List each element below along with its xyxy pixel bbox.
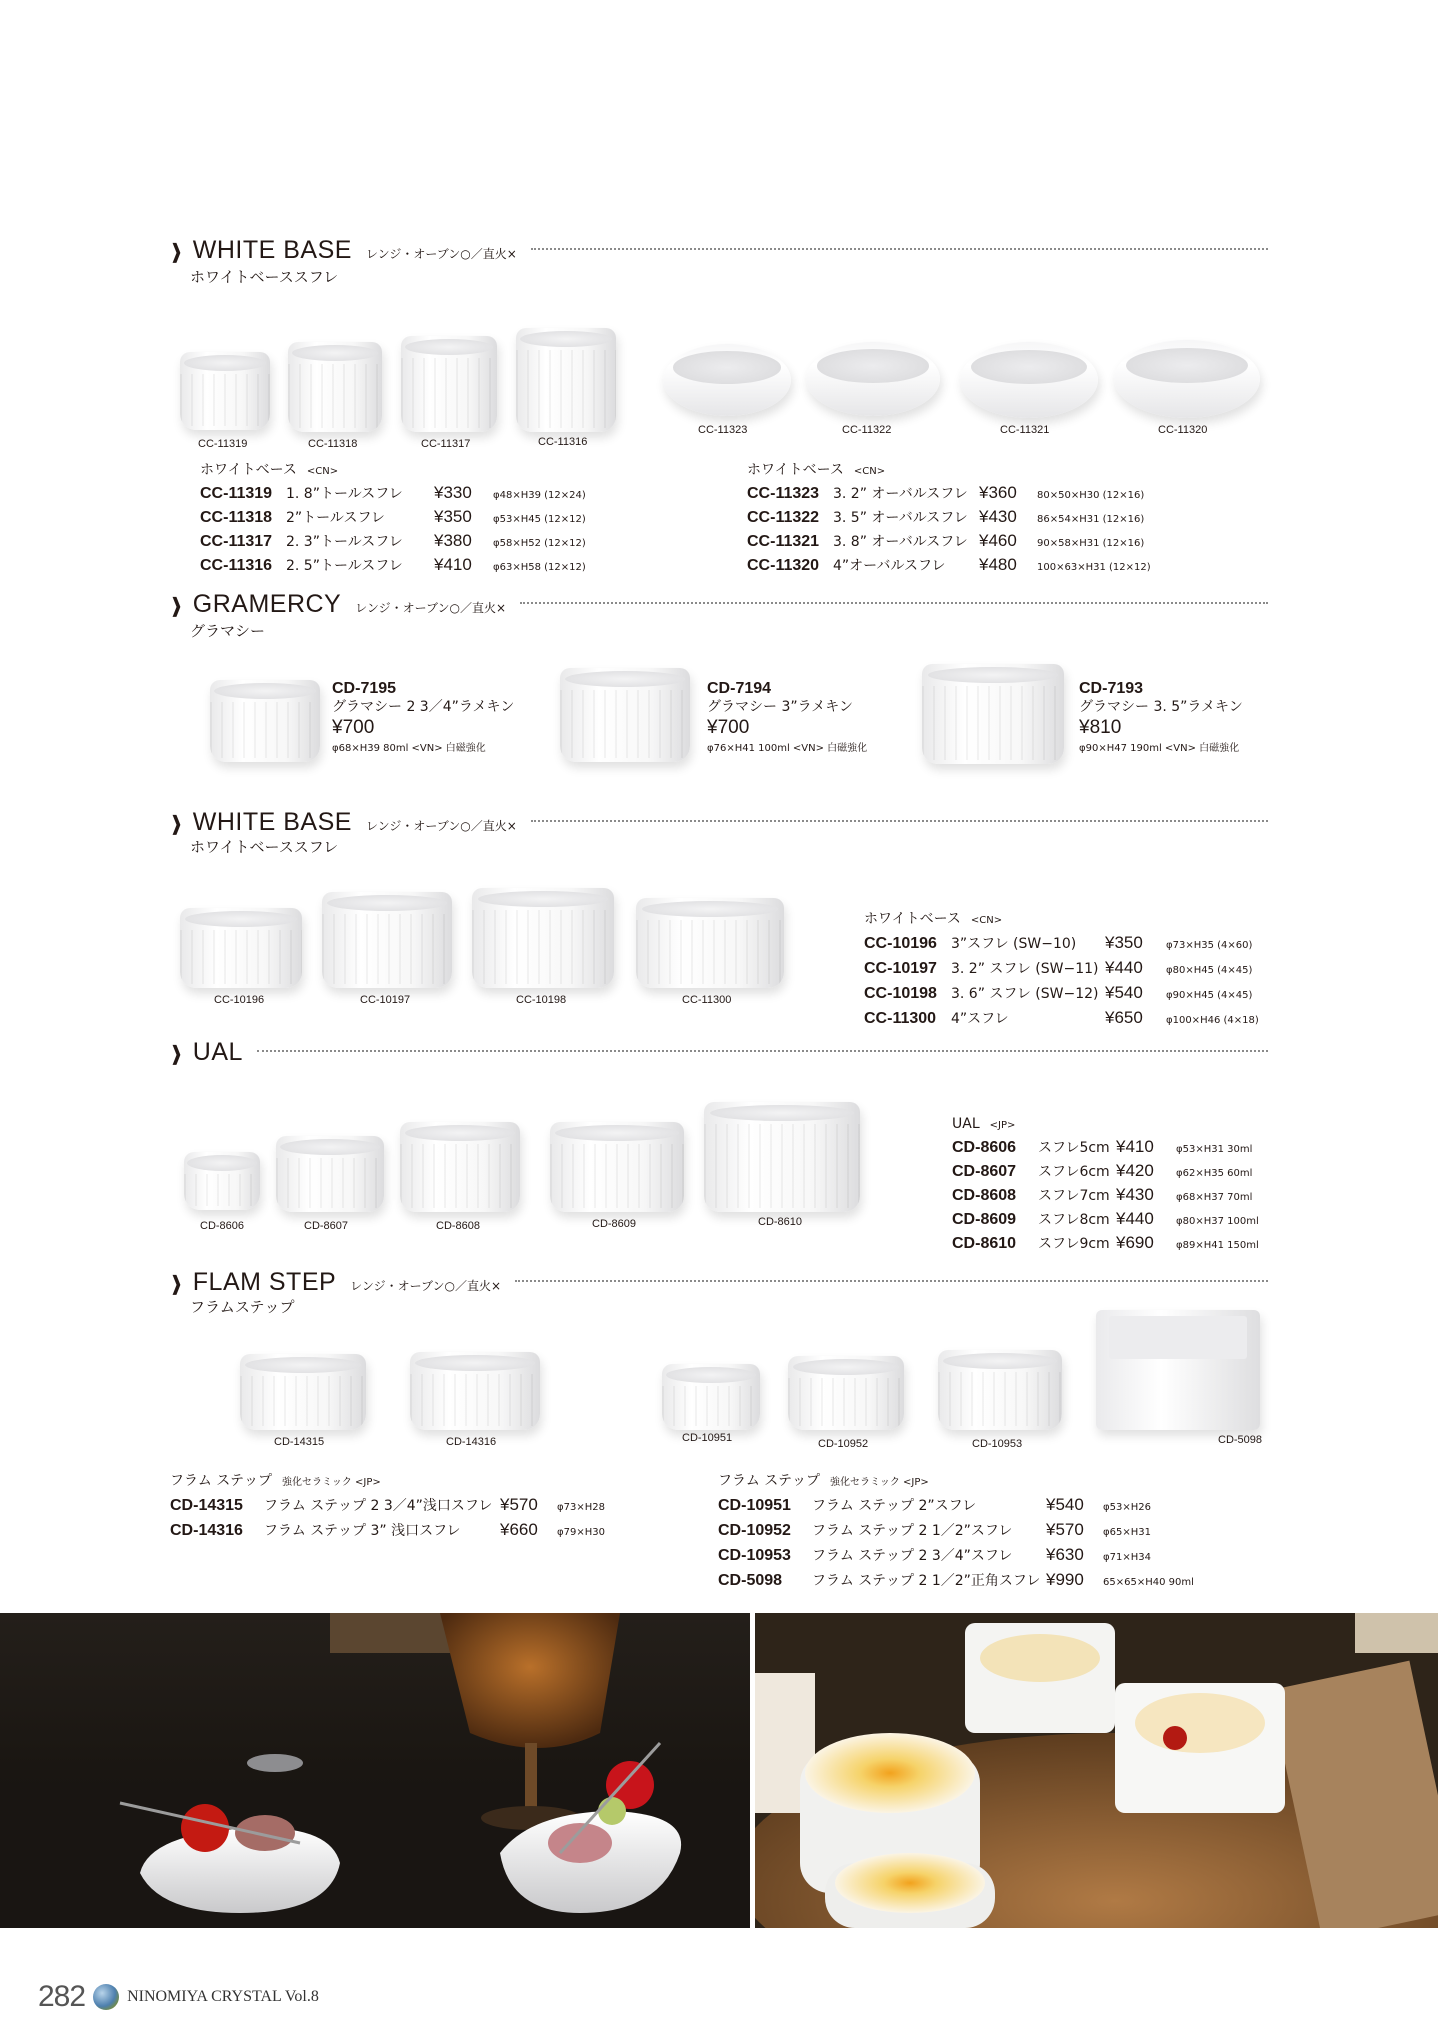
spec-header: UAL <JP> [952,1116,1016,1132]
product-info: CD-7195 グラマシー 2 3／4”ラメキン ¥700 φ68×H39 80ml <VN> 白磁強化 [332,680,515,754]
product-caption: CC-11318 [308,438,358,450]
product-caption: CC-11317 [421,438,471,450]
product-caption: CD-10951 [682,1432,733,1444]
chevron-right-icon: ❱ [169,1041,184,1065]
spec-row: CD-8608 スフレ7cm ¥430 φ68×H37 70ml [952,1185,1253,1204]
spec-row: CC-10196 3”スフレ (SW−10) ¥350 φ73×H35 (4×60) [864,933,1253,952]
lifestyle-photo-souffle [755,1613,1438,1928]
dotted-divider [531,248,1268,250]
spec-row: CC-10198 3. 6” スフレ (SW−12) ¥540 φ90×H45 (4×45) [864,983,1253,1002]
usage-note: レンジ・オーブン○／直火× [355,601,507,615]
product-caption: CD-8608 [436,1220,481,1232]
product-caption: CD-14315 [274,1436,325,1448]
spec-row: CC-11318 2”トールスフレ ¥350 φ53×H45 (12×12) [200,507,586,526]
spec-row: CC-11319 1. 8”トールスフレ ¥330 φ48×H39 (12×24) [200,483,586,502]
dotted-divider [520,602,1268,604]
spec-header: ホワイトベース <CN> [864,911,1003,927]
chevron-right-icon: ❱ [169,239,184,263]
spec-table [952,1114,1259,1256]
lifestyle-photo-appetizers [0,1613,750,1928]
usage-note: レンジ・オーブン○／直火× [365,247,517,261]
section-heading-flam-step [168,1268,1268,1297]
product-image [472,888,614,988]
product-image [1096,1310,1260,1430]
spec-row: CD-8606 スフレ5cm ¥410 φ53×H31 30ml [952,1137,1253,1156]
globe-icon [93,1984,119,2010]
section-title: WHITE BASE [192,236,352,264]
product-caption: CD-14316 [446,1436,497,1448]
product-caption: CC-11319 [198,438,248,450]
spec-table [864,908,1259,1032]
product-caption: CC-11323 [698,424,748,436]
product-caption: CD-10953 [972,1438,1023,1450]
product-image [938,1350,1062,1430]
product-caption: CD-8606 [200,1220,245,1232]
spec-table [718,1470,1194,1594]
section-subtitle: フラムステップ [190,1298,295,1316]
spec-row: CD-8610 スフレ9cm ¥690 φ89×H41 150ml [952,1233,1259,1252]
spec-row: CC-10197 3. 2” スフレ (SW−11) ¥440 φ80×H45 (4×45) [864,958,1253,977]
spec-row: CC-11320 4”オーバルスフレ ¥480 100×63×H31 (12×12) [747,555,1151,574]
photo-illustration [0,1613,750,1928]
spec-row: CD-8607 スフレ6cm ¥420 φ62×H35 60ml [952,1161,1253,1180]
product-image [1114,340,1260,418]
product-caption: CD-10952 [818,1438,869,1450]
spec-row: CD-10953 フラム ステップ 2 3／4”スフレ ¥630 φ71×H34 [718,1545,1151,1564]
page-number: 282 [38,1980,86,2013]
spec-header: フラム ステップ 強化セラミック <JP> [170,1473,381,1489]
spec-row: CC-11323 3. 2” オーバルスフレ ¥360 80×50×H30 (12×16) [747,483,1145,502]
section-heading-white-base-2 [168,808,1268,837]
section-heading-ual [168,1038,1268,1067]
spec-row: CD-8609 スフレ8cm ¥440 φ80×H37 100ml [952,1209,1259,1228]
product-image [960,342,1098,418]
spec-row: CD-14316 フラム ステップ 3” 浅口スフレ ¥660 φ79×H30 [170,1520,605,1539]
spec-header: フラム ステップ 強化セラミック <JP> [718,1473,929,1489]
spec-row: CC-11316 2. 5”トールスフレ ¥410 φ63×H58 (12×12) [200,555,586,574]
photo-illustration [755,1613,1438,1928]
page-footer [38,1980,319,2014]
section-title: GRAMERCY [192,590,342,618]
section-heading-white-base [168,236,1268,265]
product-image [410,1352,540,1430]
product-image [210,680,320,762]
spec-row: CC-11321 3. 8” オーバルスフレ ¥460 90×58×H31 (12×16) [747,531,1145,550]
product-image [180,908,302,988]
product-info: CD-7193 グラマシー 3. 5”ラメキン ¥810 φ90×H47 190ml <VN> 白磁強化 [1079,680,1243,754]
brand-name: NINOMIYA CRYSTAL Vol.8 [127,1988,319,2005]
product-image [184,1152,260,1210]
product-image [288,342,382,432]
usage-note: レンジ・オーブン○／直火× [365,819,517,833]
section-subtitle: ホワイトベーススフレ [190,838,339,856]
chevron-right-icon: ❱ [169,593,184,617]
spec-row: CD-14315 フラム ステップ 2 3／4”浅口スフレ ¥570 φ73×H28 [170,1495,605,1514]
spec-table [170,1470,605,1544]
product-caption: CC-11316 [538,436,588,448]
product-caption: CC-11322 [842,424,892,436]
spec-row: CC-11322 3. 5” オーバルスフレ ¥430 86×54×H31 (12×16) [747,507,1145,526]
spec-table [747,460,1151,578]
section-title: WHITE BASE [192,808,352,836]
product-image [663,344,791,416]
spec-header: ホワイトベース <CN> [200,462,339,478]
product-caption: CD-8607 [304,1220,349,1232]
product-image [240,1354,366,1430]
spec-row: CC-11300 4”スフレ ¥650 φ100×H46 (4×18) [864,1008,1259,1027]
product-image [788,1356,904,1430]
section-title: FLAM STEP [192,1268,337,1296]
section-subtitle: ホワイトベーススフレ [190,268,339,286]
product-info: CD-7194 グラマシー 3”ラメキン ¥700 φ76×H41 100ml <VN> 白磁強化 [707,680,868,754]
spec-header: ホワイトベース <CN> [747,462,886,478]
product-image [322,892,452,988]
product-image [636,898,784,988]
spec-table [200,460,586,578]
spec-row: CD-10952 フラム ステップ 2 1／2”スフレ ¥570 φ65×H31 [718,1520,1151,1539]
product-image [922,664,1064,764]
chevron-right-icon: ❱ [169,811,184,835]
product-caption: CC-11321 [1000,424,1050,436]
product-image [806,342,940,416]
dotted-divider [515,1280,1268,1282]
product-caption: CD-8609 [592,1218,637,1230]
product-image [180,352,270,430]
product-caption: CC-10197 [360,994,411,1006]
product-caption: CD-5098 [1218,1434,1263,1446]
product-image [276,1136,384,1212]
product-caption: CC-11300 [682,994,732,1006]
product-caption: CC-11320 [1158,424,1208,436]
chevron-right-icon: ❱ [169,1271,184,1295]
section-title: UAL [192,1038,243,1066]
product-image [400,1122,520,1212]
spec-row: CD-10951 フラム ステップ 2”スフレ ¥540 φ53×H26 [718,1495,1151,1514]
product-caption: CC-10196 [214,994,265,1006]
product-image [401,336,497,432]
product-image [704,1102,860,1212]
product-image [550,1122,684,1212]
dotted-divider [257,1050,1268,1052]
spec-row: CD-5098 フラム ステップ 2 1／2”正角スフレ ¥990 65×65×H40 90ml [718,1570,1194,1589]
dotted-divider [531,820,1268,822]
product-image [560,668,690,762]
usage-note: レンジ・オーブン○／直火× [350,1279,502,1293]
product-image [516,328,616,432]
product-caption: CC-10198 [516,994,567,1006]
product-caption: CD-8610 [758,1216,803,1228]
section-subtitle: グラマシー [190,622,266,640]
section-heading-gramercy [168,590,1268,619]
product-image [662,1364,760,1430]
spec-row: CC-11317 2. 3”トールスフレ ¥380 φ58×H52 (12×12) [200,531,586,550]
